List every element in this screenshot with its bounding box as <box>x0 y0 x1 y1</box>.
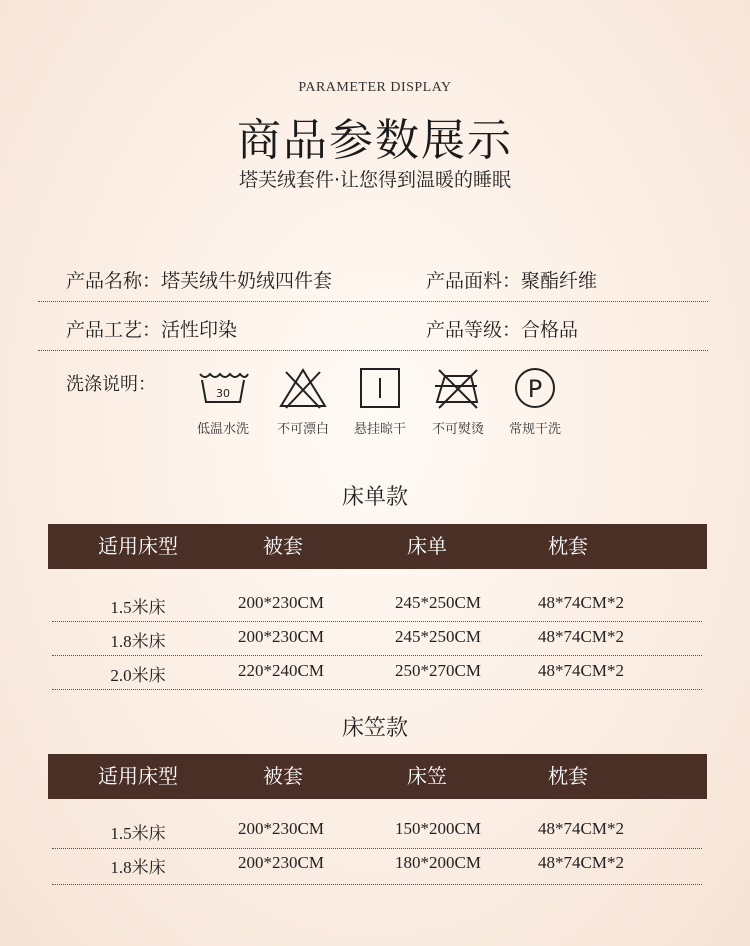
section-title: 床单款 <box>341 485 408 510</box>
hang-dry-icon <box>353 366 407 410</box>
cell-pillow: 48*74CM*2 <box>538 661 624 680</box>
divider <box>52 848 702 849</box>
cell-pillow: 48*74CM*2 <box>538 819 624 838</box>
cell-sheet: 245*250CM <box>395 627 481 646</box>
page-title: 商品参数展示 <box>237 115 513 166</box>
care-label: 洗涤说明： <box>66 374 156 395</box>
cell-duvet: 200*230CM <box>238 819 324 838</box>
care-caption: 低温水洗 <box>196 422 249 437</box>
care-caption: 不可熨烫 <box>431 422 484 437</box>
divider <box>38 350 708 351</box>
cell-pillow: 48*74CM*2 <box>538 627 624 646</box>
product-grade: 产品等级：合格品 <box>426 319 579 341</box>
cell-pillow: 48*74CM*2 <box>538 593 624 612</box>
divider <box>52 689 702 690</box>
cell-duvet: 200*230CM <box>238 853 324 872</box>
column-header: 枕套 <box>548 764 588 788</box>
low-temp-wash-icon <box>196 366 250 410</box>
cell-duvet: 220*240CM <box>238 661 324 680</box>
cell-fitted-sheet: 150*200CM <box>395 819 481 838</box>
page-subtitle: 塔芙绒套件·让您得到温暖的睡眠 <box>238 169 512 191</box>
column-header: 床笠 <box>407 764 447 788</box>
cell-pillow: 48*74CM*2 <box>538 853 624 872</box>
table-header <box>48 754 707 799</box>
column-header: 枕套 <box>548 534 588 558</box>
no-iron-icon <box>431 366 485 410</box>
divider <box>52 655 702 656</box>
svg-text:30: 30 <box>216 387 230 400</box>
divider <box>38 301 708 302</box>
cell-bed-size: 1.8米床 <box>110 858 166 877</box>
dry-clean-icon <box>508 366 562 410</box>
cell-sheet: 250*270CM <box>395 661 481 680</box>
care-caption: 悬挂晾干 <box>353 422 406 437</box>
no-bleach-icon <box>276 366 330 410</box>
cell-bed-size: 1.8米床 <box>110 632 166 651</box>
divider <box>52 884 702 885</box>
cell-bed-size: 2.0米床 <box>110 666 166 685</box>
section-title: 床笠款 <box>341 716 408 741</box>
column-header: 被套 <box>263 534 303 558</box>
column-header: 适用床型 <box>98 764 178 788</box>
care-caption: 不可漂白 <box>276 422 329 437</box>
product-fabric: 产品面料：聚酯纤维 <box>426 270 598 292</box>
divider <box>52 621 702 622</box>
cell-sheet: 245*250CM <box>395 593 481 612</box>
column-header: 被套 <box>263 764 303 788</box>
cell-bed-size: 1.5米床 <box>110 598 166 617</box>
care-caption: 常规干洗 <box>508 422 561 437</box>
column-header: 床单 <box>407 534 447 558</box>
cell-duvet: 200*230CM <box>238 593 324 612</box>
eyebrow-text: PARAMETER DISPLAY <box>298 80 452 95</box>
svg-text:P: P <box>527 375 543 403</box>
product-name: 产品名称：塔芙绒牛奶绒四件套 <box>66 270 333 292</box>
cell-fitted-sheet: 180*200CM <box>395 853 481 872</box>
column-header: 适用床型 <box>98 534 178 558</box>
table-header <box>48 524 707 569</box>
product-craft: 产品工艺：活性印染 <box>66 319 238 341</box>
cell-duvet: 200*230CM <box>238 627 324 646</box>
cell-bed-size: 1.5米床 <box>110 824 166 843</box>
